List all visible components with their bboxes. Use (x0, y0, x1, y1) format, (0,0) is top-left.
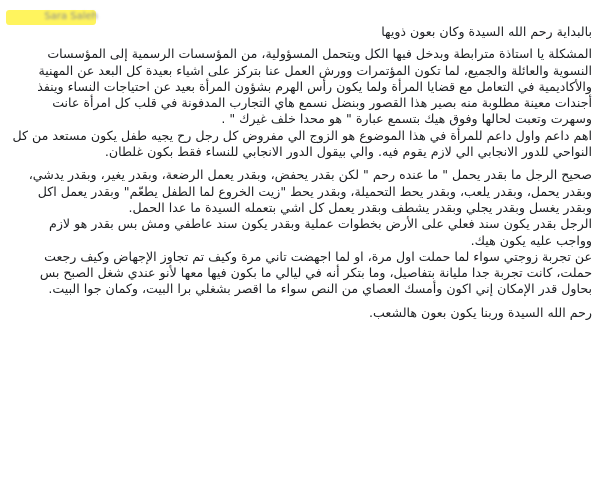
comment-paragraph-closing: رحم الله السيدة وربنا يكون بعون هالشعب. (369, 304, 592, 320)
comment-paragraph-problem: المشكلة يا استاذة مترابطة وبدخل فيها الكل ويتحمل المسؤولية، من المؤسسات الرسمية إلى المؤسسات النسوية والعائلة والجميع، لما تكون المؤتمرات وورش العمل عنا بتركز على اشياء بعيدة كل البعد عن المهنية والأكاديمية في التعامل مع قضايا المرأة ولما يكون رأس الهرم بشؤون المرأة بعيد عن احتياجات النساء وينفذ أجندات معينة مطلوبة منه بصير هذا القصور وبنضل نسمع هاي التجارب المدفونة في قلب كل امرأة عانت وسهرت وتعبت لحالها وفوق هيك بتسمع عبارة " هو محدا خلف غيرك " . (37, 46, 592, 127)
comment-paragraph-intro: بالبداية رحم الله السيدة وكان بعون ذويها (381, 24, 592, 39)
comment-paragraph-man-can: صحيح الرجل ما بقدر يحمل " ما عنده رحم " لكن بقدر يحفض، وبقدر يعمل الرضعة، وبقدر يغير، وبقدر يدشي، وبقدر يحمل، وبقدر يلعب، وبقدر يحط التحميلة، وبقدر يحط "زيت الخروع لما الطفل يطعّم" وبقدر يعمل اكل وبقدر يغسل وبقدر يجلي وبقدر يشطف وبقدر يعمل كل اشي بتعمله السيدة ما عدا الحمل. (28, 167, 592, 215)
comment-paragraph-husband-support: اهم داعم واول داعم للمرأة في هذا الموضوع هو الزوج الي مفروض كل رجل رح يجيه طفل يكون مستعد من كل النواحي للدور الانجابي الي لازم يقوم فيه. والي بيقول الدور الانجابي للنساء فقط بكون غلطان. (12, 127, 592, 160)
comment-paragraph-man-support: الرجل بقدر يكون سند فعلي على الأرض بخطوات عملية وبقدر يكون سند عاطفي ومش بس بقدر هو لازم وواجب عليه يكون هيك. (49, 216, 592, 248)
comment-paragraph-experience: عن تجربة زوجتي سواء لما حملت اول مرة، او لما اجهضت تاني مرة وكيف تم تجاوز الإجهاض وكيف رجعت حملت، كانت تجربة جدا مليانة بتفاصيل، وما بتكر أنه في ليالي ما بكون فيها معها لأنو عندي شغل الصبح بس بحاول قدر الإمكان إني اكون وأمسك العصاي من النص سواء ما اقصر بشغلي برا البيت، وكمان جوا البيت. (39, 248, 592, 297)
author-area[interactable] (6, 6, 98, 28)
author-name[interactable]: Sara Saleh (44, 11, 98, 22)
